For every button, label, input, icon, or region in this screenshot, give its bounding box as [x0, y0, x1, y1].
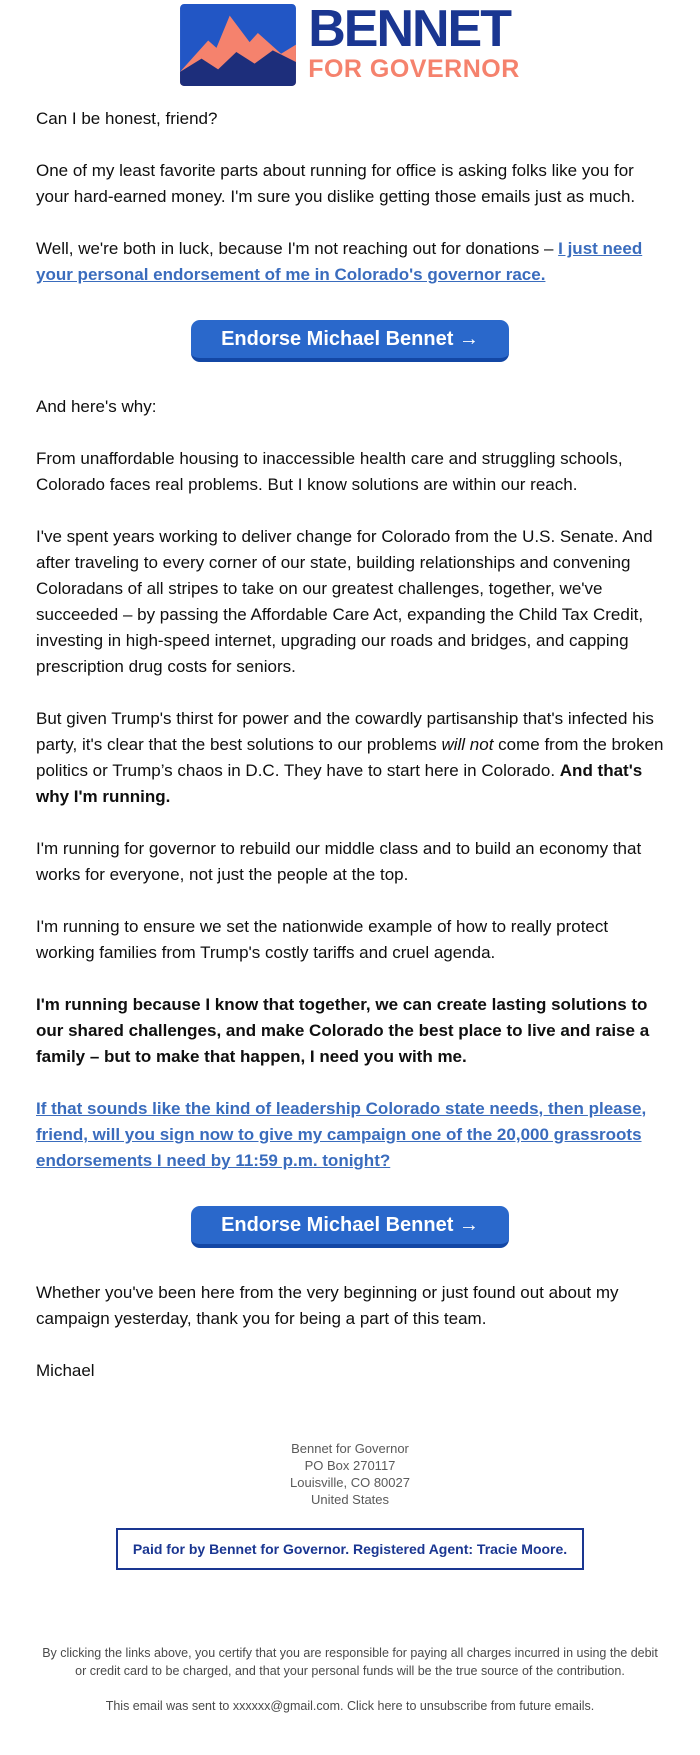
email-footer — [36, 1440, 664, 1715]
logo-subtitle: FOR GOVERNOR — [308, 55, 520, 84]
luck-paragraph — [36, 236, 664, 288]
paid-for-disclaimer-box: Paid for by Bennet for Governor. Registered Agent: Tracie Moore. — [116, 1528, 584, 1570]
colorado-mountains-icon — [180, 4, 296, 86]
together-paragraph: I'm running because I know that together, we can create lasting solutions to our shared challenges, and make Colorado the best place to live and raise a family – but to make that happen, I need you with me. — [36, 995, 650, 1066]
unsubscribe-link[interactable]: Click here to unsubscribe from future emails. — [346, 1699, 595, 1713]
senate-paragraph: I've spent years working to deliver change for Colorado from the U.S. Senate. And after traveling to every corner of our state, building relationships and convening Coloradans of all stripes to take on our greatest challenges, together, we've succeeded – by passing the Affordable Care Act, expanding the Child Tax Credit, investing in high-speed internet, upgrading our roads and bridges, and capping prescription drug costs for seniors. — [36, 527, 653, 676]
families-paragraph: I'm running to ensure we set the nationwide example of how to really protect working families from Trump's costly tariffs and cruel agenda. — [36, 917, 609, 962]
address-line-country: United States — [310, 1492, 390, 1507]
trump-paragraph-italic: will not — [441, 735, 494, 754]
address-line-po-box: PO Box 270117 — [304, 1458, 396, 1473]
sent-to-line — [36, 1697, 664, 1715]
problems-paragraph: From unaffordable housing to inaccessible health care and struggling schools, Colorado faces real problems. But I know solutions are within our reach. — [36, 449, 623, 494]
campaign-address — [36, 1440, 664, 1508]
endorsement-link[interactable]: I just need your personal endorsement of me in Colorado's governor race. — [36, 239, 643, 284]
thanks-paragraph: Whether you've been here from the very beginning or just found out about my campaign yesterday, thank you for being a part of this team. — [36, 1283, 619, 1328]
fundraising-paragraph: One of my least favorite parts about running for office is asking folks like you for your hard-earned money. I'm sure you dislike getting those emails just as much. — [36, 161, 636, 206]
greeting-text: Can I be honest, friend? — [36, 109, 218, 128]
luck-paragraph-plain: Well, we're both in luck, because I'm not reaching out for donations – — [36, 239, 559, 258]
middle-class-paragraph: I'm running for governor to rebuild our middle class and to build an economy that works for everyone, not just the people at the top. — [36, 839, 642, 884]
sign-now-link[interactable]: If that sounds like the kind of leadership Colorado state needs, then please, friend, will you sign now to give my campaign one of the 20,000 grassroots endorsements I need by 11:59 p.m. tonight? — [36, 1099, 647, 1170]
trump-paragraph-pre: But given Trump's thirst for power and the cowardly partisanship that's infected his party, it's clear that the best solutions to our problems — [36, 709, 654, 754]
sent-to-text: This email was sent to xxxxxx@gmail.com. — [105, 1699, 347, 1713]
why-paragraph: And here's why: — [36, 397, 157, 416]
endorse-button-bottom[interactable]: Endorse Michael Bennet → — [191, 1206, 509, 1248]
address-line-org: Bennet for Governor — [291, 1441, 409, 1456]
trump-paragraph-mid: come from the broken politics or Trump’s chaos in D.C. They have to start here in Colorado. — [36, 735, 664, 780]
logo-wordmark — [308, 0, 520, 85]
signoff-text: Michael — [36, 1361, 95, 1380]
trump-paragraph — [36, 706, 664, 810]
logo-title: BENNET — [308, 0, 510, 58]
campaign-logo[interactable] — [36, 2, 664, 92]
address-line-city: Louisville, CO 80027 — [290, 1475, 410, 1490]
endorse-button-top[interactable]: Endorse Michael Bennet → — [191, 320, 509, 362]
trump-paragraph-bold: And that's why I'm running. — [36, 761, 643, 806]
charges-disclaimer: By clicking the links above, you certify that you are responsible for paying all charges incurred in using the debit or credit card to be charged, and that your personal funds will be the true source of the contribution. — [42, 1646, 658, 1678]
